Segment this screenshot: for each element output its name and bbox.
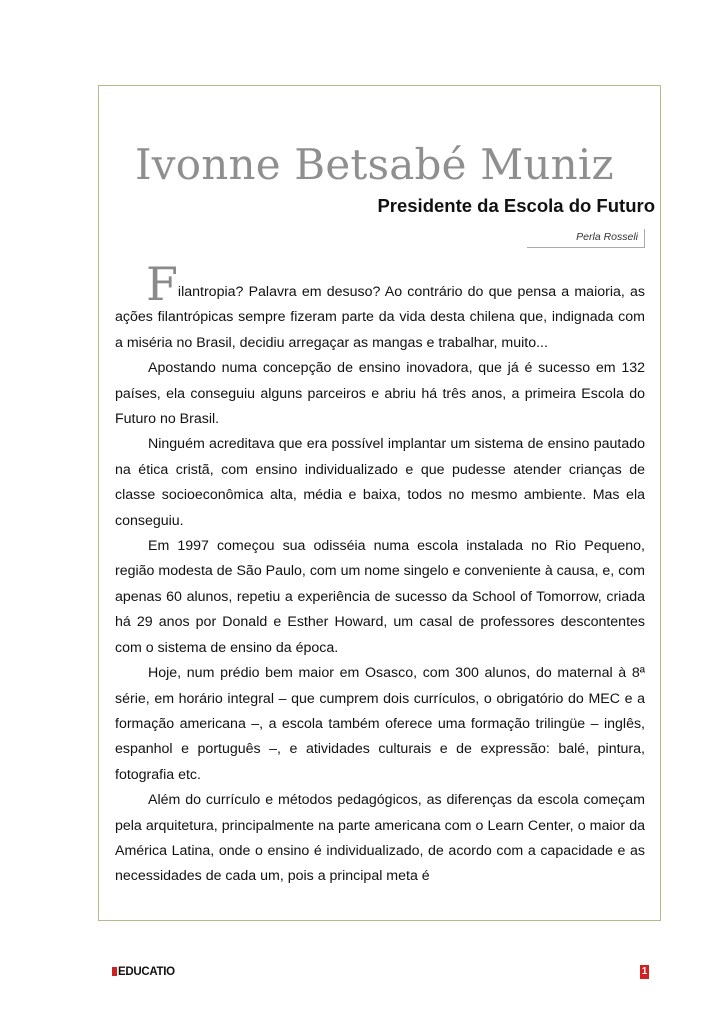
paragraph-1-text: ilantropia? Palavra em desuso? Ao contrário do que pensa a maioria, as ações filantrópicas sempre fizeram parte da vida desta chilena que, indignada com a miséria no Brasil, decidiu arregaçar as mangas e trabalhar, muito... <box>115 284 645 351</box>
page-number: 1 <box>641 966 648 977</box>
educatio-logo <box>112 966 175 978</box>
author-name: Perla Rosseli <box>576 231 638 243</box>
paragraph-6: Além do currículo e métodos pedagógicos, as diferenças da escola começam pela arquitetura, principalmente na parte americana com o Learn Center, o maior da América Latina, onde o ensino é individualizado, de acordo com a capacidade e as necessidades de cada um, pois a principal meta é <box>115 792 645 885</box>
logo-text: EDUCATIO <box>118 966 175 978</box>
paragraph-3: Ninguém acreditava que era possível implantar um sistema de ensino pautado na ética cristã, com ensino individualizado e que pudesse atender crianças de classe socioeconômica alta, média e baixa, todos no mesmo ambiente. Mas ela conseguiu. <box>115 436 645 529</box>
article-body <box>115 257 645 890</box>
paragraph-2: Apostando numa concepção de ensino inovadora, que já é sucesso em 132 países, ela conseguiu alguns parceiros e abriu há três anos, a primeira Escola do Futuro no Brasil. <box>115 360 645 428</box>
article-subtitle: Presidente da Escola do Futuro <box>377 195 655 216</box>
author-box <box>527 229 645 248</box>
paragraph-1 <box>115 257 645 356</box>
logo-mark-icon <box>112 967 117 976</box>
article-title: Ivonne Betsabé Muniz <box>135 140 614 189</box>
paragraph-5: Hoje, num prédio bem maior em Osasco, com 300 alunos, do maternal à 8ª série, em horário integral – que cumprem dois currículos, o obrigatório do MEC e a formação americana –, a escola também oferece uma formação trilingüe – inglês, espanhol e português –, e atividades culturais e de expressão: balé, pintura, fotografia etc. <box>115 665 645 783</box>
paragraph-4: Em 1997 começou sua odisséia numa escola instalada no Rio Pequeno, região modesta de São Paulo, com um nome singelo e conveniente à causa, e, com apenas 60 alunos, repetiu a experiência de sucesso da School of Tomorrow, criada há 29 anos por Donald e Esther Howard, um casal de professores descontentes com o sistema de ensino da época. <box>115 538 645 656</box>
drop-cap: F <box>146 257 178 311</box>
